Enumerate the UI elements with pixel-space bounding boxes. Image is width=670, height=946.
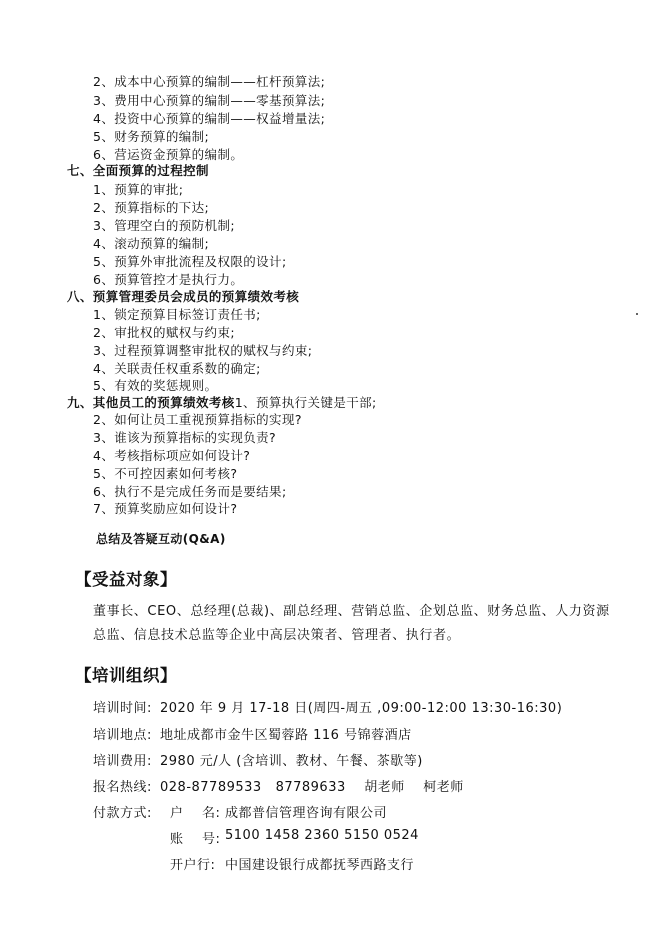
outline-item: 2、预算指标的下达; (93, 200, 210, 215)
outline-item: 5、有效的奖惩规则。 (93, 378, 218, 393)
hotline-label: 报名热线: (93, 780, 152, 795)
outline-item: 6、营运资金预算的编制。 (93, 147, 244, 162)
outline-item: 4、考核指标项应如何设计? (93, 448, 251, 463)
hotline-value: 028-87789533 87789633 胡老师 柯老师 (160, 780, 464, 795)
outline-item: 2、如何让员工重视预算指标的实现? (93, 412, 302, 427)
training-fee-value: 2980 元/人 (含培训、教材、午餐、茶歇等) (160, 754, 423, 769)
outline-item: 2、审批权的赋权与约束; (93, 325, 235, 340)
section-heading-7: 七、全面预算的过程控制 (67, 163, 209, 178)
training-place-value: 地址成都市金牛区蜀蓉路 116 号锦蓉酒店 (160, 728, 412, 743)
outline-item: 5、财务预算的编制; (93, 129, 210, 144)
outline-item: 4、投资中心预算的编制——权益增量法; (93, 111, 326, 126)
account-name-value: 成都普信管理咨询有限公司 (225, 806, 388, 821)
beneficiaries-title: 【受益对象】 (75, 570, 177, 589)
outline-item: 7、预算奖励应如何设计? (93, 501, 238, 516)
training-place-label: 培训地点: (93, 728, 152, 743)
account-no-label: 账 号: (170, 832, 221, 847)
bank-value: 中国建设银行成都抚琴西路支行 (225, 858, 415, 873)
outline-item: 1、锁定预算目标签订责任书; (93, 307, 261, 322)
account-name-label: 户 名: (170, 806, 221, 821)
qa-heading: 总结及答疑互动(Q&A) (96, 532, 226, 546)
outline-item: 5、不可控因素如何考核? (93, 466, 238, 481)
section-heading-9-title: 九、其他员工的预算绩效考核 (67, 395, 235, 410)
training-time-label: 培训时间: (93, 701, 152, 716)
payment-label: 付款方式: (93, 806, 152, 821)
outline-item: 3、管理空白的预防机制; (93, 218, 235, 233)
outline-item: 2、成本中心预算的编制——杠杆预算法; (93, 74, 326, 89)
outline-item: 1、预算的审批; (93, 182, 184, 197)
outline-item: 4、滚动预算的编制; (93, 236, 210, 251)
outline-item: 3、过程预算调整审批权的赋权与约束; (93, 343, 313, 358)
section-heading-9-first-item: 1、预算执行关键是干部; (234, 395, 377, 410)
outline-item: 3、谁该为预算指标的实现负责? (93, 430, 277, 445)
outline-item: 4、关联责任权重系数的确定; (93, 361, 261, 376)
stray-dot-mark (636, 313, 638, 315)
bank-label: 开户行: (170, 858, 216, 873)
outline-item: 5、预算外审批流程及权限的设计; (93, 254, 287, 269)
training-fee-label: 培训费用: (93, 754, 152, 769)
section-heading-8: 八、预算管理委员会成员的预算绩效考核 (67, 289, 300, 304)
outline-item: 6、执行不是完成任务而是要结果; (93, 484, 287, 499)
outline-item: 6、预算管控才是执行力。 (93, 272, 244, 287)
beneficiaries-line: 董事长、CEO、总经理(总裁)、副总经理、营销总监、企划总监、财务总监、人力资源 (93, 604, 610, 619)
section-heading-9 (67, 394, 377, 412)
training-time-value: 2020 年 9 月 17-18 日(周四-周五 ,09:00-12:00 13:30-16:30) (160, 701, 563, 716)
organization-title: 【培训组织】 (75, 666, 177, 685)
outline-item: 3、费用中心预算的编制——零基预算法; (93, 93, 326, 108)
beneficiaries-line: 总监、信息技术总监等企业中高层决策者、管理者、执行者。 (93, 628, 461, 643)
account-no-value: 5100 1458 2360 5150 0524 (225, 828, 419, 843)
